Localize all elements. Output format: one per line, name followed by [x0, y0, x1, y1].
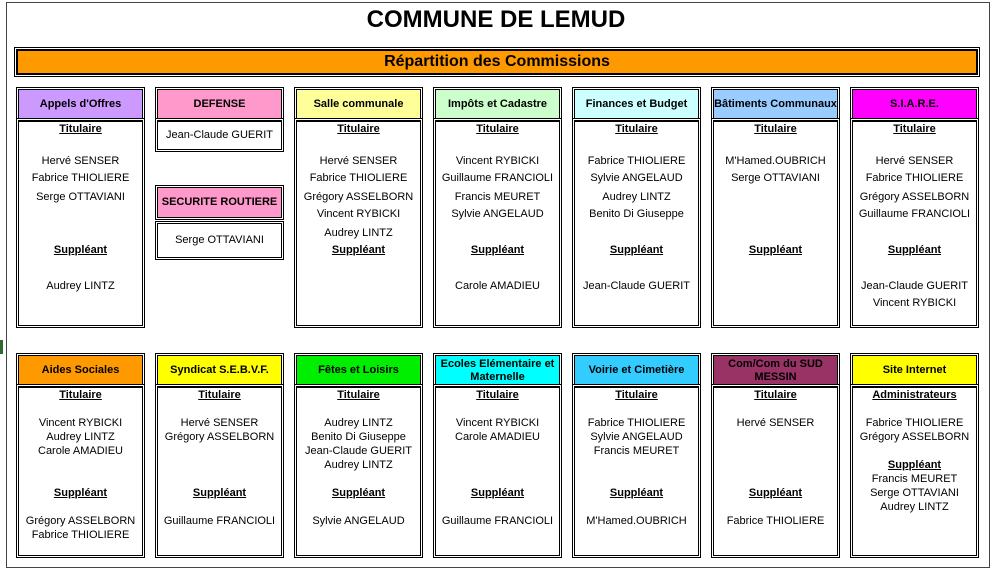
member-name: Jean-Claude GUERIT	[166, 129, 273, 141]
suppleant-label: Suppléant	[609, 487, 664, 499]
titulaire-name: Benito Di Giuseppe	[311, 431, 406, 443]
titulaire-name: Audrey LINTZ	[324, 417, 393, 429]
commission-header-voirie-et-cimetiere: Voirie et Cimetière	[574, 355, 699, 386]
titulaire-label: Titulaire	[337, 389, 380, 401]
suppleant-name: Jean-Claude GUERIT	[861, 280, 968, 292]
suppleant-name: Audrey LINTZ	[880, 501, 949, 513]
titulaire-label: Titulaire	[754, 123, 797, 135]
commission-header-appels-d-offres: Appels d'Offres	[18, 89, 143, 120]
titulaire-name: Audrey LINTZ	[324, 459, 393, 471]
titulaire-name: Sylvie ANGELAUD	[590, 431, 683, 443]
titulaire-name: Vincent RYBICKI	[316, 208, 401, 220]
suppleant-label: Suppléant	[748, 244, 803, 256]
suppleant-label: Suppléant	[887, 459, 942, 471]
titulaire-label: Titulaire	[615, 123, 658, 135]
row-marker	[0, 340, 3, 354]
commission-box-ecoles-elementaire-et-maternelle	[435, 386, 560, 556]
suppleant-name: Guillaume FRANCIOLI	[163, 515, 276, 527]
titulaire-name: Sylvie ANGELAUD	[590, 172, 683, 184]
page-title: COMMUNE DE LEMUD	[366, 6, 626, 33]
titulaire-label: Titulaire	[893, 123, 936, 135]
titulaire-name: Audrey LINTZ	[46, 431, 115, 443]
suppleant-name: Sylvie ANGELAUD	[312, 515, 405, 527]
commission-header-securite-routiere: SECURITE ROUTIERE	[157, 187, 282, 218]
administrateur-name: Fabrice THIOLIERE	[865, 417, 964, 429]
titulaire-name: Audrey LINTZ	[602, 191, 671, 203]
commission-box-impots-et-cadastre	[435, 120, 560, 326]
titulaire-name: Fabrice THIOLIERE	[31, 172, 130, 184]
titulaire-name: Audrey LINTZ	[324, 227, 393, 239]
titulaire-name: Grégory ASSELBORN	[164, 431, 275, 443]
commission-header-salle-communale: Salle communale	[296, 89, 421, 120]
titulaire-name: Serge OTTAVIANI	[731, 172, 820, 184]
suppleant-name: Jean-Claude GUERIT	[583, 280, 690, 292]
commission-header-defense: DEFENSE	[157, 89, 282, 120]
titulaire-name: Fabrice THIOLIERE	[309, 172, 408, 184]
commission-header-aides-sociales: Aides Sociales	[18, 355, 143, 386]
titulaire-label: Titulaire	[59, 389, 102, 401]
administrateur-name: Grégory ASSELBORN	[859, 431, 970, 443]
commission-box-finances-et-budget	[574, 120, 699, 326]
commission-header-syndicat-s-e-b-v-f: Syndicat S.E.B.V.F.	[157, 355, 282, 386]
suppleant-label: Suppléant	[192, 487, 247, 499]
titulaire-name: Hervé SENSER	[319, 155, 398, 167]
titulaire-label: Titulaire	[476, 389, 519, 401]
commission-header-impots-et-cadastre: Impôts et Cadastre	[435, 89, 560, 120]
titulaire-name: Vincent RYBICKI	[38, 417, 123, 429]
titulaire-label: Titulaire	[337, 123, 380, 135]
suppleant-name: Fabrice THIOLIERE	[726, 515, 825, 527]
titulaire-name: Vincent RYBICKI	[455, 417, 540, 429]
titulaire-name: Francis MEURET	[454, 191, 541, 203]
titulaire-label: Titulaire	[476, 123, 519, 135]
commission-box-syndicat-s-e-b-v-f	[157, 386, 282, 556]
commission-box-batiments-communaux	[713, 120, 838, 326]
commission-box-salle-communale	[296, 120, 421, 326]
member-name: Serge OTTAVIANI	[175, 234, 264, 246]
commission-header-fetes-et-loisirs: Fêtes et Loisirs	[296, 355, 421, 386]
titulaire-name: Fabrice THIOLIERE	[587, 155, 686, 167]
suppleant-label: Suppléant	[887, 244, 942, 256]
suppleant-label: Suppléant	[470, 487, 525, 499]
suppleant-name: Guillaume FRANCIOLI	[441, 515, 554, 527]
suppleant-name: Francis MEURET	[871, 473, 958, 485]
titulaire-name: Francis MEURET	[593, 445, 680, 457]
titulaire-name: Fabrice THIOLIERE	[865, 172, 964, 184]
titulaire-name: Grégory ASSELBORN	[303, 191, 414, 203]
titulaire-name: Hervé SENSER	[180, 417, 259, 429]
suppleant-name: M'Hamed.OUBRICH	[586, 515, 687, 527]
suppleant-name: Serge OTTAVIANI	[870, 487, 959, 499]
titulaire-name: Hervé SENSER	[736, 417, 815, 429]
titulaire-name: Sylvie ANGELAUD	[451, 208, 544, 220]
suppleant-label: Suppléant	[470, 244, 525, 256]
titulaire-name: Serge OTTAVIANI	[36, 191, 125, 203]
suppleant-name: Vincent RYBICKI	[872, 297, 957, 309]
titulaire-name: Hervé SENSER	[41, 155, 120, 167]
commissions-banner: Répartition des Commissions	[16, 49, 978, 75]
commission-box-fetes-et-loisirs	[296, 386, 421, 556]
suppleant-name: Carole AMADIEU	[455, 280, 540, 292]
commission-box-s-i-a-r-e	[852, 120, 977, 326]
titulaire-name: Vincent RYBICKI	[455, 155, 540, 167]
titulaire-name: Grégory ASSELBORN	[859, 191, 970, 203]
titulaire-name: Guillaume FRANCIOLI	[858, 208, 971, 220]
commission-header-com-com-du-sud-messin: Com/Com du SUD MESSIN	[713, 355, 838, 386]
titulaire-label: Titulaire	[198, 389, 241, 401]
commission-box-voirie-et-cimetiere	[574, 386, 699, 556]
titulaire-label: Titulaire	[754, 389, 797, 401]
titulaire-name: M'Hamed.OUBRICH	[725, 155, 826, 167]
titulaire-name: Benito Di Giuseppe	[589, 208, 684, 220]
titulaire-name: Carole AMADIEU	[455, 431, 540, 443]
commission-box-appels-d-offres	[18, 120, 143, 326]
suppleant-name: Audrey LINTZ	[46, 280, 115, 292]
titulaire-name: Hervé SENSER	[875, 155, 954, 167]
commission-box-site-internet	[852, 386, 977, 556]
titulaire-name: Fabrice THIOLIERE	[587, 417, 686, 429]
commission-header-s-i-a-r-e: S.I.A.R.E.	[852, 89, 977, 120]
commission-header-ecoles-elementaire-et-maternelle: Ecoles Elémentaire et Maternelle	[435, 355, 560, 386]
commission-box-defense	[157, 120, 282, 150]
commission-box-aides-sociales	[18, 386, 143, 556]
titulaire-name: Jean-Claude GUERIT	[305, 445, 412, 457]
suppleant-label: Suppléant	[53, 487, 108, 499]
commission-box-com-com-du-sud-messin	[713, 386, 838, 556]
suppleant-name: Grégory ASSELBORN	[25, 515, 136, 527]
suppleant-name: Fabrice THIOLIERE	[31, 529, 130, 541]
suppleant-label: Suppléant	[53, 244, 108, 256]
suppleant-label: Suppléant	[331, 487, 386, 499]
titulaire-name: Carole AMADIEU	[38, 445, 123, 457]
suppleant-label: Suppléant	[748, 487, 803, 499]
titulaire-label: Titulaire	[615, 389, 658, 401]
administrateurs-label: Administrateurs	[872, 389, 957, 401]
suppleant-label: Suppléant	[331, 244, 386, 256]
commission-box-securite-routiere	[157, 223, 282, 258]
titulaire-label: Titulaire	[59, 123, 102, 135]
titulaire-name: Guillaume FRANCIOLI	[441, 172, 554, 184]
commission-header-site-internet: Site Internet	[852, 355, 977, 386]
commission-header-batiments-communaux: Bâtiments Communaux	[713, 89, 838, 120]
commission-header-finances-et-budget: Finances et Budget	[574, 89, 699, 120]
suppleant-label: Suppléant	[609, 244, 664, 256]
